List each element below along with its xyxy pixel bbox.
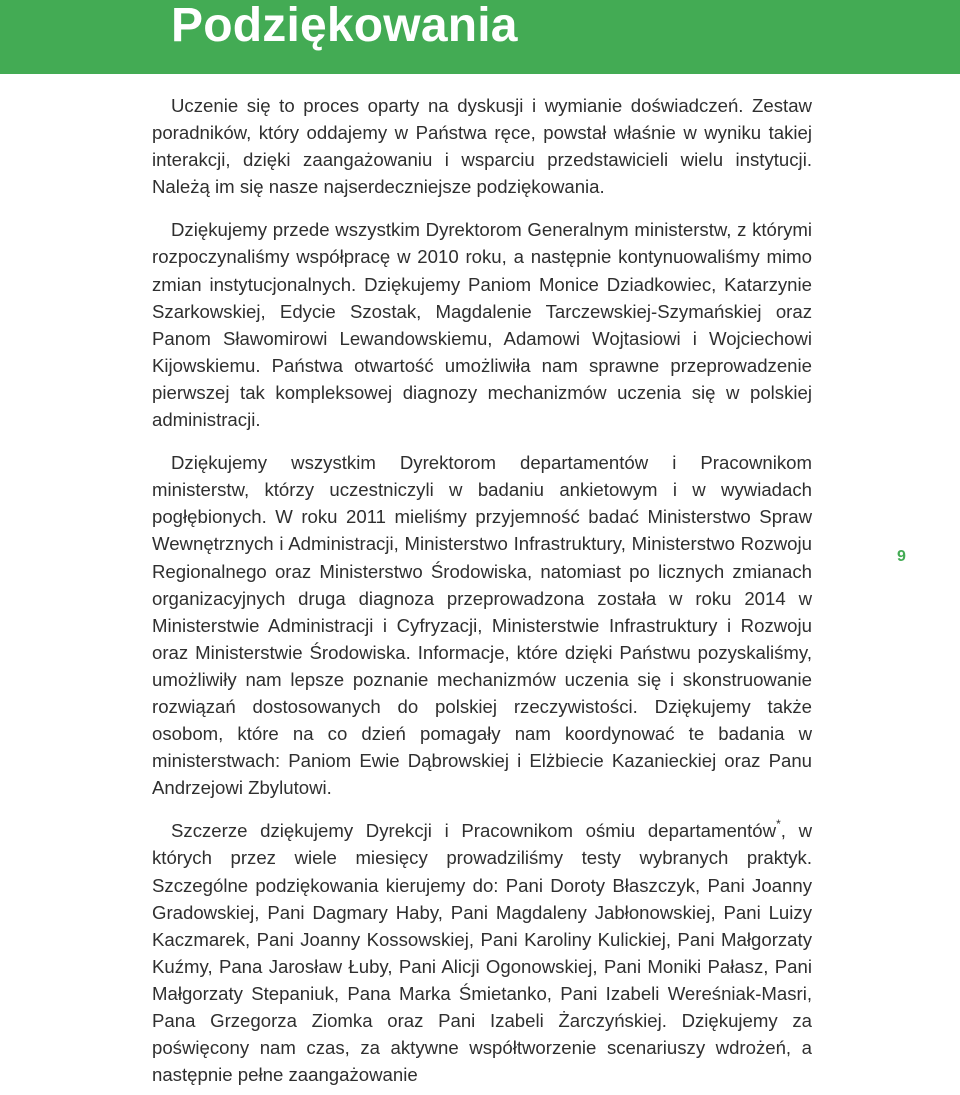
page-title: Podziękowania bbox=[171, 0, 518, 52]
body-text bbox=[152, 95, 812, 1088]
paragraph-eight-departments bbox=[152, 817, 812, 1088]
header-bar bbox=[0, 0, 960, 74]
paragraph-intro: Uczenie się to proces oparty na dyskusji i wymianie doświadczeń. Zestaw poradników, który oddajemy w Państwa ręce, powstał właśnie w wyniku takiej interakcji, dzięki zaangażowaniu i wsparciu przedstawicieli wielu instytucji. Należą im się nasze najserdeczniejsze podziękowania. bbox=[152, 95, 812, 198]
page-number: 9 bbox=[897, 548, 906, 565]
paragraph-eight-departments-start: Szczerze dziękujemy Dyrekcji i Pracownikom ośmiu departamentów bbox=[171, 820, 777, 842]
footnote-mark[interactable]: * bbox=[776, 817, 781, 832]
paragraph-directors-general: Dziękujemy przede wszystkim Dyrektorom Generalnym ministerstw, z którymi rozpoczynaliśmy współpracę w 2010 roku, a następnie kontynuowaliśmy mimo zmian instytucjonalnych. Dziękujemy Paniom Monice Dziadkowiec, Katarzynie Szarkowskiej, Edycie Szostak, Magdalenie Tarczewskiej-Szymańskiej oraz Panom Sławomirowi Lewandowskiemu, Adamowi Wojtasiowi i Wojciechowi Kijowskiemu. Państwa otwartość umożliwiła nam sprawne przeprowadzenie pierwszej tak kompleksowej diagnozy mechanizmów uczenia się w polskiej administracji. bbox=[152, 219, 812, 431]
paragraph-eight-departments-rest: , w których przez wiele miesięcy prowadziliśmy testy wybranych praktyk. Szczególne podziękowania kierujemy do: Pani Doroty Błaszczyk, Pani Joanny Gradowskiej, Pani Dagmary Haby, Pani Magdaleny Jabłonowskiej, Pani Luizy Kaczmarek, Pani Joanny Kossowskiej, Pani Karoliny Kulickiej, Pani Małgorzaty Kuźmy, Pana Jarosław Łuby, Pani Alicji Ogonowskiej, Pani Moniki Pałasz, Pani Małgorzaty Stepaniuk, Pana Marka Śmietanko, Pani Izabeli Wereśniak-Masri, Pana Grzegorza Ziomka oraz Pani Izabeli Żarczyńskiej. Dziękujemy za poświęcony nam czas, za aktywne współtworzenie scenariuszy wdrożeń, a następnie pełne zaangażowanie bbox=[152, 820, 812, 1086]
paragraph-departments: Dziękujemy wszystkim Dyrektorom departamentów i Pracownikom ministerstw, którzy uczestniczyli w badaniu ankietowym i w wywiadach pogłębionych. W roku 2011 mieliśmy przyjemność badać Ministerstwo Spraw Wewnętrznych i Administracji, Ministerstwo Infrastruktury, Ministerstwo Rozwoju Regionalnego oraz Ministerstwo Środowiska, natomiast po licznych zmianach organizacyjnych druga diagnoza przeprowadzona została w roku 2014 w Ministerstwie Administracji i Cyfryzacji, Ministerstwie Infrastruktury i Rozwoju oraz Ministerstwie Środowiska. Informacje, które dzięki Państwu pozyskaliśmy, umożliwiły nam lepsze poznanie mechanizmów uczenia się i skonstruowanie rozwiązań dostosowanych do polskiej rzeczywistości. Dziękujemy także osobom, które na co dzień pomagały nam koordynować te badania w ministerstwach: Paniom Ewie Dąbrowskiej i Elżbiecie Kazanieckiej oraz Panu Andrzejowi Zbylutowi. bbox=[152, 452, 812, 799]
